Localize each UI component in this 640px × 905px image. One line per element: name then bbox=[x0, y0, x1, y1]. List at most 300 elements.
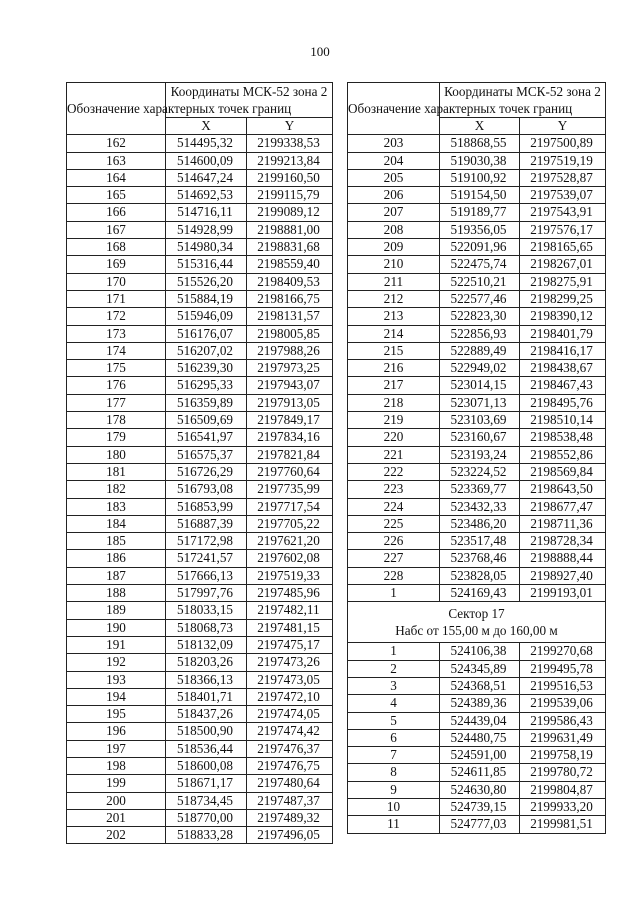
x-coordinate-cell: 519154,50 bbox=[440, 187, 520, 204]
x-coordinate-cell: 516793,08 bbox=[166, 481, 247, 498]
table-row bbox=[348, 256, 606, 273]
table-row bbox=[67, 256, 333, 273]
x-coordinate-cell: 524368,51 bbox=[440, 677, 520, 694]
x-coordinate-cell: 516509,69 bbox=[166, 412, 247, 429]
point-number-cell: 220 bbox=[348, 429, 440, 446]
header-y: Y bbox=[520, 118, 606, 135]
y-coordinate-cell: 2198927,40 bbox=[520, 567, 606, 584]
table-row bbox=[348, 169, 606, 186]
table-row bbox=[348, 135, 606, 152]
table-row bbox=[348, 747, 606, 764]
point-number-cell: 2 bbox=[348, 660, 440, 677]
x-coordinate-cell: 517172,98 bbox=[166, 533, 247, 550]
point-number-cell: 165 bbox=[67, 187, 166, 204]
point-number-cell: 166 bbox=[67, 204, 166, 221]
table-row bbox=[348, 585, 606, 602]
y-coordinate-cell: 2198299,25 bbox=[520, 290, 606, 307]
point-number-cell: 215 bbox=[348, 342, 440, 359]
point-number-cell: 164 bbox=[67, 169, 166, 186]
y-coordinate-cell: 2198569,84 bbox=[520, 463, 606, 480]
point-number-cell: 5 bbox=[348, 712, 440, 729]
y-coordinate-cell: 2199780,72 bbox=[520, 764, 606, 781]
x-coordinate-cell: 522856,93 bbox=[440, 325, 520, 342]
x-coordinate-cell: 516887,39 bbox=[166, 515, 247, 532]
point-number-cell: 179 bbox=[67, 429, 166, 446]
x-coordinate-cell: 519030,38 bbox=[440, 152, 520, 169]
y-coordinate-cell: 2198510,14 bbox=[520, 412, 606, 429]
y-coordinate-cell: 2197476,37 bbox=[247, 740, 333, 757]
point-number-cell: 201 bbox=[67, 809, 166, 826]
y-coordinate-cell: 2197602,08 bbox=[247, 550, 333, 567]
x-coordinate-cell: 518366,13 bbox=[166, 671, 247, 688]
x-coordinate-cell: 518500,90 bbox=[166, 723, 247, 740]
point-number-cell: 190 bbox=[67, 619, 166, 636]
point-number-cell: 199 bbox=[67, 775, 166, 792]
table-row bbox=[67, 308, 333, 325]
y-coordinate-cell: 2198728,34 bbox=[520, 533, 606, 550]
table-row bbox=[348, 481, 606, 498]
table-row bbox=[67, 429, 333, 446]
y-coordinate-cell: 2197496,05 bbox=[247, 827, 333, 844]
table-row bbox=[67, 239, 333, 256]
sector-height-range: Набс от 155,00 м до 160,00 м bbox=[395, 623, 558, 639]
table-row bbox=[67, 827, 333, 844]
point-number-cell: 10 bbox=[348, 798, 440, 815]
y-coordinate-cell: 2198677,47 bbox=[520, 498, 606, 515]
table-row bbox=[67, 377, 333, 394]
table-row bbox=[67, 585, 333, 602]
table-row bbox=[67, 602, 333, 619]
x-coordinate-cell: 524389,36 bbox=[440, 695, 520, 712]
point-number-cell: 183 bbox=[67, 498, 166, 515]
x-coordinate-cell: 524611,85 bbox=[440, 764, 520, 781]
sector-title: Сектор 17 bbox=[448, 606, 505, 622]
point-number-cell: 185 bbox=[67, 533, 166, 550]
y-coordinate-cell: 2197543,91 bbox=[520, 204, 606, 221]
table-row bbox=[67, 360, 333, 377]
table-row bbox=[67, 342, 333, 359]
point-number-cell: 222 bbox=[348, 463, 440, 480]
y-coordinate-cell: 2198401,79 bbox=[520, 325, 606, 342]
point-number-cell: 197 bbox=[67, 740, 166, 757]
y-coordinate-cell: 2198831,68 bbox=[247, 239, 333, 256]
table-row bbox=[348, 239, 606, 256]
point-number-cell: 196 bbox=[67, 723, 166, 740]
x-coordinate-cell: 516575,37 bbox=[166, 446, 247, 463]
y-coordinate-cell: 2197474,42 bbox=[247, 723, 333, 740]
x-coordinate-cell: 515526,20 bbox=[166, 273, 247, 290]
x-coordinate-cell: 514716,11 bbox=[166, 204, 247, 221]
header-x: X bbox=[166, 118, 247, 135]
point-number-cell: 172 bbox=[67, 308, 166, 325]
y-coordinate-cell: 2197834,16 bbox=[247, 429, 333, 446]
point-number-cell: 1 bbox=[348, 643, 440, 660]
table-row bbox=[348, 660, 606, 677]
table-body-left bbox=[67, 135, 333, 844]
y-coordinate-cell: 2197500,89 bbox=[520, 135, 606, 152]
table-row bbox=[348, 204, 606, 221]
point-number-cell: 170 bbox=[67, 273, 166, 290]
x-coordinate-cell: 516295,33 bbox=[166, 377, 247, 394]
y-coordinate-cell: 2198538,48 bbox=[520, 429, 606, 446]
x-coordinate-cell: 523103,69 bbox=[440, 412, 520, 429]
y-coordinate-cell: 2198131,57 bbox=[247, 308, 333, 325]
table-row bbox=[67, 533, 333, 550]
x-coordinate-cell: 522091,96 bbox=[440, 239, 520, 256]
x-coordinate-cell: 523517,48 bbox=[440, 533, 520, 550]
table-row bbox=[348, 550, 606, 567]
table-row bbox=[348, 342, 606, 359]
x-coordinate-cell: 523486,20 bbox=[440, 515, 520, 532]
x-coordinate-cell: 517666,13 bbox=[166, 567, 247, 584]
point-number-cell: 224 bbox=[348, 498, 440, 515]
header-y: Y bbox=[247, 118, 333, 135]
table-row bbox=[348, 325, 606, 342]
y-coordinate-cell: 2197821,84 bbox=[247, 446, 333, 463]
table-row bbox=[67, 515, 333, 532]
x-coordinate-cell: 517241,57 bbox=[166, 550, 247, 567]
y-coordinate-cell: 2197528,87 bbox=[520, 169, 606, 186]
y-coordinate-cell: 2198438,67 bbox=[520, 360, 606, 377]
x-coordinate-cell: 519189,77 bbox=[440, 204, 520, 221]
x-coordinate-cell: 514928,99 bbox=[166, 221, 247, 238]
x-coordinate-cell: 523071,13 bbox=[440, 394, 520, 411]
x-coordinate-cell: 515316,44 bbox=[166, 256, 247, 273]
point-number-cell: 188 bbox=[67, 585, 166, 602]
point-number-cell: 226 bbox=[348, 533, 440, 550]
table-row bbox=[348, 781, 606, 798]
point-number-cell: 180 bbox=[67, 446, 166, 463]
point-number-cell: 195 bbox=[67, 706, 166, 723]
x-coordinate-cell: 514600,09 bbox=[166, 152, 247, 169]
point-number-cell: 191 bbox=[67, 636, 166, 653]
x-coordinate-cell: 524630,80 bbox=[440, 781, 520, 798]
y-coordinate-cell: 2199981,51 bbox=[520, 816, 606, 833]
x-coordinate-cell: 518868,55 bbox=[440, 135, 520, 152]
y-coordinate-cell: 2198166,75 bbox=[247, 290, 333, 307]
table-row bbox=[67, 221, 333, 238]
point-number-cell: 203 bbox=[348, 135, 440, 152]
point-number-cell: 225 bbox=[348, 515, 440, 532]
table-row bbox=[348, 273, 606, 290]
y-coordinate-cell: 2199516,53 bbox=[520, 677, 606, 694]
x-coordinate-cell: 524591,00 bbox=[440, 747, 520, 764]
y-coordinate-cell: 2198888,44 bbox=[520, 550, 606, 567]
y-coordinate-cell: 2199213,84 bbox=[247, 152, 333, 169]
x-coordinate-cell: 523432,33 bbox=[440, 498, 520, 515]
x-coordinate-cell: 516359,89 bbox=[166, 394, 247, 411]
point-number-cell: 217 bbox=[348, 377, 440, 394]
point-number-cell: 174 bbox=[67, 342, 166, 359]
table-row bbox=[348, 308, 606, 325]
table-row bbox=[67, 290, 333, 307]
y-coordinate-cell: 2197735,99 bbox=[247, 481, 333, 498]
sector-header-row bbox=[348, 602, 606, 643]
y-coordinate-cell: 2199586,43 bbox=[520, 712, 606, 729]
x-coordinate-cell: 524106,38 bbox=[440, 643, 520, 660]
x-coordinate-cell: 514980,34 bbox=[166, 239, 247, 256]
table-row bbox=[348, 567, 606, 584]
table-row bbox=[67, 757, 333, 774]
table-row bbox=[348, 187, 606, 204]
y-coordinate-cell: 2199089,12 bbox=[247, 204, 333, 221]
y-coordinate-cell: 2197849,17 bbox=[247, 412, 333, 429]
header-coordinates: Координаты МСК-52 зона 2 bbox=[166, 83, 333, 118]
x-coordinate-cell: 518833,28 bbox=[166, 827, 247, 844]
x-coordinate-cell: 518437,26 bbox=[166, 706, 247, 723]
table-row bbox=[348, 429, 606, 446]
y-coordinate-cell: 2199270,68 bbox=[520, 643, 606, 660]
x-coordinate-cell: 518033,15 bbox=[166, 602, 247, 619]
point-number-cell: 7 bbox=[348, 747, 440, 764]
x-coordinate-cell: 517997,76 bbox=[166, 585, 247, 602]
page-number: 100 bbox=[310, 44, 330, 59]
point-number-cell: 186 bbox=[67, 550, 166, 567]
y-coordinate-cell: 2197487,37 bbox=[247, 792, 333, 809]
point-number-cell: 175 bbox=[67, 360, 166, 377]
point-number-cell: 208 bbox=[348, 221, 440, 238]
x-coordinate-cell: 518203,26 bbox=[166, 654, 247, 671]
y-coordinate-cell: 2198552,86 bbox=[520, 446, 606, 463]
table-row bbox=[348, 643, 606, 660]
point-number-cell: 171 bbox=[67, 290, 166, 307]
x-coordinate-cell: 516726,29 bbox=[166, 463, 247, 480]
table-row bbox=[67, 688, 333, 705]
y-coordinate-cell: 2197480,64 bbox=[247, 775, 333, 792]
y-coordinate-cell: 2197705,22 bbox=[247, 515, 333, 532]
coordinates-table-left bbox=[66, 82, 333, 844]
table-row bbox=[348, 463, 606, 480]
header-x: X bbox=[440, 118, 520, 135]
point-number-cell: 8 bbox=[348, 764, 440, 781]
point-number-cell: 216 bbox=[348, 360, 440, 377]
table-row bbox=[348, 816, 606, 833]
x-coordinate-cell: 522475,74 bbox=[440, 256, 520, 273]
y-coordinate-cell: 2197481,15 bbox=[247, 619, 333, 636]
header-coordinates: Координаты МСК-52 зона 2 bbox=[440, 83, 606, 118]
table-row bbox=[348, 764, 606, 781]
x-coordinate-cell: 523369,77 bbox=[440, 481, 520, 498]
y-coordinate-cell: 2197943,07 bbox=[247, 377, 333, 394]
point-number-cell: 204 bbox=[348, 152, 440, 169]
table-row bbox=[67, 775, 333, 792]
y-coordinate-cell: 2198416,17 bbox=[520, 342, 606, 359]
y-coordinate-cell: 2197475,17 bbox=[247, 636, 333, 653]
table-row bbox=[67, 809, 333, 826]
header-designation: Обозначение характерных точек границ bbox=[67, 83, 166, 135]
y-coordinate-cell: 2197482,11 bbox=[247, 602, 333, 619]
x-coordinate-cell: 516541,97 bbox=[166, 429, 247, 446]
y-coordinate-cell: 2198467,43 bbox=[520, 377, 606, 394]
table-row bbox=[348, 712, 606, 729]
point-number-cell: 11 bbox=[348, 816, 440, 833]
point-number-cell: 173 bbox=[67, 325, 166, 342]
y-coordinate-cell: 2197988,26 bbox=[247, 342, 333, 359]
x-coordinate-cell: 524439,04 bbox=[440, 712, 520, 729]
table-row bbox=[67, 740, 333, 757]
point-number-cell: 223 bbox=[348, 481, 440, 498]
x-coordinate-cell: 518536,44 bbox=[166, 740, 247, 757]
table-row bbox=[67, 152, 333, 169]
point-number-cell: 169 bbox=[67, 256, 166, 273]
table-row bbox=[348, 798, 606, 815]
table-row bbox=[348, 498, 606, 515]
point-number-cell: 212 bbox=[348, 290, 440, 307]
y-coordinate-cell: 2198409,53 bbox=[247, 273, 333, 290]
y-coordinate-cell: 2197973,25 bbox=[247, 360, 333, 377]
point-number-cell: 213 bbox=[348, 308, 440, 325]
point-number-cell: 163 bbox=[67, 152, 166, 169]
point-number-cell: 205 bbox=[348, 169, 440, 186]
y-coordinate-cell: 2199495,78 bbox=[520, 660, 606, 677]
x-coordinate-cell: 523193,24 bbox=[440, 446, 520, 463]
table-row bbox=[67, 135, 333, 152]
table-row bbox=[67, 204, 333, 221]
y-coordinate-cell: 2199115,79 bbox=[247, 187, 333, 204]
x-coordinate-cell: 519100,92 bbox=[440, 169, 520, 186]
y-coordinate-cell: 2197485,96 bbox=[247, 585, 333, 602]
y-coordinate-cell: 2197473,26 bbox=[247, 654, 333, 671]
point-number-cell: 211 bbox=[348, 273, 440, 290]
point-number-cell: 218 bbox=[348, 394, 440, 411]
table-row bbox=[67, 187, 333, 204]
y-coordinate-cell: 2197621,20 bbox=[247, 533, 333, 550]
point-number-cell: 187 bbox=[67, 567, 166, 584]
table-row bbox=[348, 446, 606, 463]
x-coordinate-cell: 522889,49 bbox=[440, 342, 520, 359]
y-coordinate-cell: 2198495,76 bbox=[520, 394, 606, 411]
x-coordinate-cell: 518132,09 bbox=[166, 636, 247, 653]
y-coordinate-cell: 2199193,01 bbox=[520, 585, 606, 602]
y-coordinate-cell: 2197913,05 bbox=[247, 394, 333, 411]
x-coordinate-cell: 523014,15 bbox=[440, 377, 520, 394]
point-number-cell: 176 bbox=[67, 377, 166, 394]
point-number-cell: 162 bbox=[67, 135, 166, 152]
y-coordinate-cell: 2197519,19 bbox=[520, 152, 606, 169]
table-row bbox=[67, 671, 333, 688]
table-row bbox=[348, 360, 606, 377]
point-number-cell: 194 bbox=[67, 688, 166, 705]
table-row bbox=[348, 695, 606, 712]
y-coordinate-cell: 2197760,64 bbox=[247, 463, 333, 480]
x-coordinate-cell: 515946,09 bbox=[166, 308, 247, 325]
y-coordinate-cell: 2197489,32 bbox=[247, 809, 333, 826]
point-number-cell: 4 bbox=[348, 695, 440, 712]
coordinates-table-right bbox=[347, 82, 606, 834]
y-coordinate-cell: 2199539,06 bbox=[520, 695, 606, 712]
x-coordinate-cell: 518671,17 bbox=[166, 775, 247, 792]
point-number-cell: 177 bbox=[67, 394, 166, 411]
table-row bbox=[348, 412, 606, 429]
x-coordinate-cell: 518734,45 bbox=[166, 792, 247, 809]
point-number-cell: 9 bbox=[348, 781, 440, 798]
point-number-cell: 228 bbox=[348, 567, 440, 584]
point-number-cell: 198 bbox=[67, 757, 166, 774]
x-coordinate-cell: 516853,99 bbox=[166, 498, 247, 515]
point-number-cell: 192 bbox=[67, 654, 166, 671]
x-coordinate-cell: 519356,05 bbox=[440, 221, 520, 238]
y-coordinate-cell: 2197476,75 bbox=[247, 757, 333, 774]
y-coordinate-cell: 2197472,10 bbox=[247, 688, 333, 705]
table-row bbox=[67, 619, 333, 636]
point-number-cell: 219 bbox=[348, 412, 440, 429]
x-coordinate-cell: 523828,05 bbox=[440, 567, 520, 584]
table-row bbox=[67, 394, 333, 411]
x-coordinate-cell: 518770,00 bbox=[166, 809, 247, 826]
y-coordinate-cell: 2199338,53 bbox=[247, 135, 333, 152]
x-coordinate-cell: 518401,71 bbox=[166, 688, 247, 705]
y-coordinate-cell: 2198267,01 bbox=[520, 256, 606, 273]
point-number-cell: 209 bbox=[348, 239, 440, 256]
y-coordinate-cell: 2198881,00 bbox=[247, 221, 333, 238]
table-row bbox=[67, 463, 333, 480]
y-coordinate-cell: 2199631,49 bbox=[520, 729, 606, 746]
point-number-cell: 221 bbox=[348, 446, 440, 463]
x-coordinate-cell: 522510,21 bbox=[440, 273, 520, 290]
sector-header-cell bbox=[348, 602, 606, 643]
point-number-cell: 202 bbox=[67, 827, 166, 844]
y-coordinate-cell: 2199160,50 bbox=[247, 169, 333, 186]
table-row bbox=[348, 290, 606, 307]
y-coordinate-cell: 2197519,33 bbox=[247, 567, 333, 584]
table-row bbox=[67, 567, 333, 584]
point-number-cell: 3 bbox=[348, 677, 440, 694]
table-row bbox=[67, 792, 333, 809]
point-number-cell: 210 bbox=[348, 256, 440, 273]
x-coordinate-cell: 518600,08 bbox=[166, 757, 247, 774]
x-coordinate-cell: 514692,53 bbox=[166, 187, 247, 204]
table-row bbox=[348, 515, 606, 532]
point-number-cell: 193 bbox=[67, 671, 166, 688]
y-coordinate-cell: 2197539,07 bbox=[520, 187, 606, 204]
x-coordinate-cell: 522577,46 bbox=[440, 290, 520, 307]
x-coordinate-cell: 524777,03 bbox=[440, 816, 520, 833]
y-coordinate-cell: 2198005,85 bbox=[247, 325, 333, 342]
point-number-cell: 168 bbox=[67, 239, 166, 256]
point-number-cell: 184 bbox=[67, 515, 166, 532]
point-number-cell: 207 bbox=[348, 204, 440, 221]
table-row bbox=[67, 654, 333, 671]
table-row bbox=[67, 169, 333, 186]
table-row bbox=[67, 636, 333, 653]
point-number-cell: 214 bbox=[348, 325, 440, 342]
x-coordinate-cell: 522823,30 bbox=[440, 308, 520, 325]
table-row bbox=[348, 533, 606, 550]
point-number-cell: 178 bbox=[67, 412, 166, 429]
point-number-cell: 200 bbox=[67, 792, 166, 809]
x-coordinate-cell: 523224,52 bbox=[440, 463, 520, 480]
point-number-cell: 189 bbox=[67, 602, 166, 619]
point-number-cell: 181 bbox=[67, 463, 166, 480]
y-coordinate-cell: 2198643,50 bbox=[520, 481, 606, 498]
x-coordinate-cell: 524480,75 bbox=[440, 729, 520, 746]
x-coordinate-cell: 522949,02 bbox=[440, 360, 520, 377]
table-row bbox=[67, 412, 333, 429]
y-coordinate-cell: 2199933,20 bbox=[520, 798, 606, 815]
x-coordinate-cell: 514647,24 bbox=[166, 169, 247, 186]
table-row bbox=[348, 377, 606, 394]
table-row bbox=[67, 706, 333, 723]
y-coordinate-cell: 2197473,05 bbox=[247, 671, 333, 688]
y-coordinate-cell: 2197717,54 bbox=[247, 498, 333, 515]
table-row bbox=[348, 729, 606, 746]
table-row bbox=[67, 273, 333, 290]
y-coordinate-cell: 2198390,12 bbox=[520, 308, 606, 325]
table-row bbox=[67, 723, 333, 740]
table-row bbox=[67, 446, 333, 463]
x-coordinate-cell: 518068,73 bbox=[166, 619, 247, 636]
x-coordinate-cell: 516207,02 bbox=[166, 342, 247, 359]
